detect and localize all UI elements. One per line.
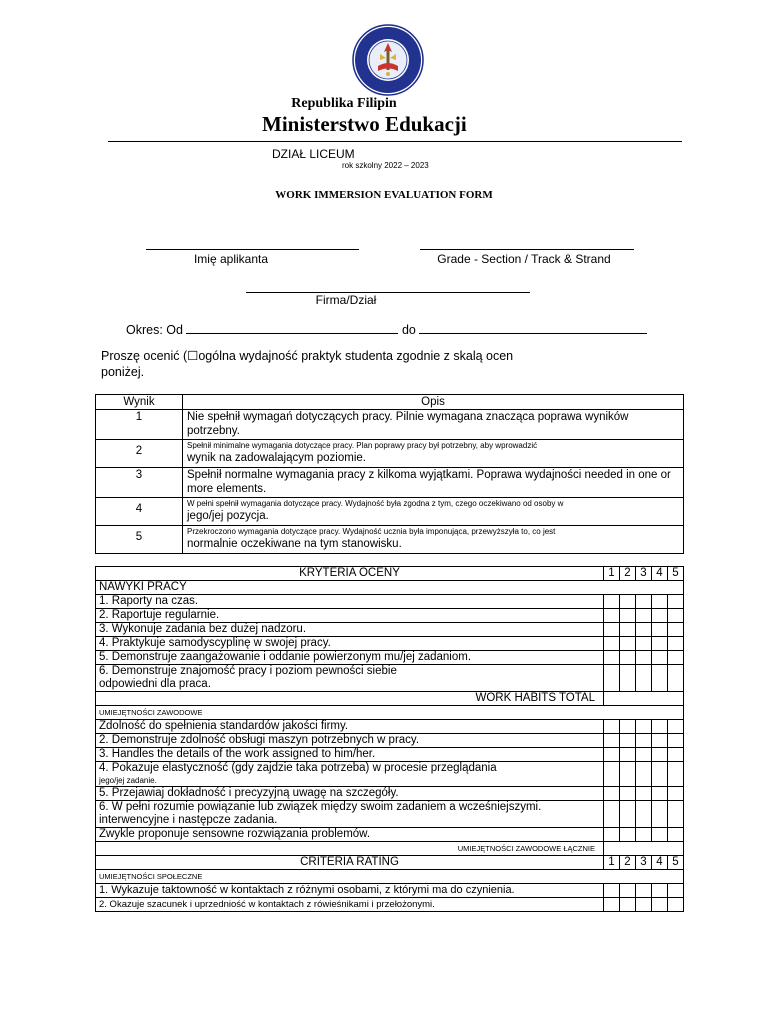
criteria-item: Zdolność do spełnienia standardów jakości firmy. — [96, 720, 604, 734]
rating-cell[interactable] — [604, 762, 620, 787]
criteria-item: 4. Praktykuje samodyscyplinę w swojej pracy. — [96, 637, 604, 651]
period-to-field[interactable] — [419, 321, 647, 334]
scale-desc — [183, 440, 684, 468]
rating-cell[interactable] — [604, 623, 620, 637]
rating-cell[interactable] — [620, 762, 636, 787]
rating-cell[interactable] — [620, 637, 636, 651]
criteria-header: KRYTERIA OCENY — [96, 567, 604, 581]
applicant-name-line[interactable] — [146, 249, 359, 250]
scale-score: 2 — [96, 440, 183, 468]
section-title-work-habits: NAWYKI PRACY — [96, 581, 684, 595]
rating-cell[interactable] — [652, 720, 668, 734]
scale-score: 4 — [96, 498, 183, 526]
rating-col-header: 2 — [620, 856, 636, 870]
rating-cell[interactable] — [636, 787, 652, 801]
rating-cell[interactable] — [604, 665, 620, 692]
rating-cell[interactable] — [604, 828, 620, 842]
rating-cell[interactable] — [636, 898, 652, 912]
criteria-item: 2. Demonstruje zdolność obsługi maszyn potrzebnych w pracy. — [96, 734, 604, 748]
criteria-item: Zwykle proponuje sensowne rozwiązania problemów. — [96, 828, 604, 842]
rating-col-header: 3 — [636, 856, 652, 870]
scale-desc — [183, 468, 684, 498]
period-from-label: Okres: Od — [126, 323, 183, 337]
rating-col-header: 5 — [668, 856, 684, 870]
rating-col-header: 5 — [668, 567, 684, 581]
scale-desc-text: wynik na zadowalającym poziomie. — [187, 452, 366, 464]
scale-desc-small: W pełni spełnił wymagania dotyczące pracy. Wydajność była zgodna z tym, czego oczekiwano od osoby w — [187, 499, 564, 508]
criteria-item: 1. Wykazuje taktowność w kontaktach z różnymi osobami, z którymi ma do czynienia. — [96, 884, 604, 898]
rating-cell[interactable] — [636, 720, 652, 734]
rating-cell[interactable] — [604, 637, 620, 651]
rating-cell[interactable] — [636, 734, 652, 748]
company-label: Firma/Dział — [315, 293, 377, 307]
form-title: WORK IMMERSION EVALUATION FORM — [275, 189, 493, 201]
rating-col-header: 1 — [604, 856, 620, 870]
scale-header-desc: Opis — [183, 395, 684, 410]
criteria-item-text: 6. W pełni rozumie powiązanie lub związek między swoim zadaniem a wcześniejszymi. interwencyjne i następcze zadania. — [99, 801, 542, 826]
rating-cell[interactable] — [620, 720, 636, 734]
grade-label: Grade - Section / Track & Strand — [437, 252, 611, 266]
department-label: DZIAŁ LICEUM — [272, 147, 355, 161]
rating-col-header: 1 — [604, 567, 620, 581]
criteria-item — [96, 762, 604, 787]
section-title-job-skills: UMIEJĘTNOŚCI ZAWODOWE — [96, 706, 684, 720]
rating-cell[interactable] — [652, 665, 668, 692]
rating-cell[interactable] — [668, 762, 684, 787]
grade-section-line[interactable] — [420, 249, 634, 250]
rating-cell[interactable] — [652, 762, 668, 787]
applicant-label: Imię aplikanta — [193, 252, 269, 266]
rating-cell[interactable] — [652, 651, 668, 665]
republic-title: Republika Filipin — [291, 96, 397, 111]
deped-seal-icon — [352, 24, 424, 96]
criteria-item: 5. Przejawiaj dokładność i precyzyjną uwagę na szczegóły. — [96, 787, 604, 801]
criteria-item-small: jego/jej zadanie. — [99, 776, 157, 785]
rating-cell[interactable] — [620, 609, 636, 623]
rating-cell[interactable] — [636, 595, 652, 609]
period-row — [126, 321, 647, 337]
criteria-item: 2. Raportuje regularnie. — [96, 609, 604, 623]
rating-cell[interactable] — [652, 734, 668, 748]
criteria-item — [96, 801, 604, 828]
job-skills-total-label: UMIEJĘTNOŚCI ZAWODOWE ŁĄCZNIE — [96, 842, 604, 856]
rating-cell[interactable] — [652, 609, 668, 623]
scale-desc — [183, 410, 684, 440]
rating-scale-table — [95, 394, 684, 554]
instructions-text: Proszę ocenić (☐ogólna wydajność praktyk studenta zgodnie z skalą ocen poniżej. — [101, 349, 514, 379]
rating-cell[interactable] — [652, 595, 668, 609]
rating-cell[interactable] — [668, 637, 684, 651]
rating-cell[interactable] — [620, 884, 636, 898]
criteria-header-2: CRITERIA RATING — [96, 856, 604, 870]
rating-cell[interactable] — [636, 884, 652, 898]
rating-col-header: 3 — [636, 567, 652, 581]
ministry-title: Ministerstwo Edukacji — [262, 112, 467, 136]
period-from-field[interactable] — [186, 321, 398, 334]
scale-desc-text: normalnie oczekiwane na tym stanowisku. — [187, 538, 402, 550]
rating-cell[interactable] — [620, 595, 636, 609]
rating-cell[interactable] — [652, 637, 668, 651]
rating-cell[interactable] — [668, 748, 684, 762]
job-skills-total-value[interactable] — [604, 842, 684, 856]
rating-cell[interactable] — [668, 651, 684, 665]
rating-cell[interactable] — [604, 748, 620, 762]
rating-col-header: 4 — [652, 567, 668, 581]
criteria-item: 6. Demonstruje znajomość pracy i poziom pewności siebie odpowiedni dla praca. — [96, 665, 604, 692]
rating-cell[interactable] — [604, 884, 620, 898]
rating-cell[interactable] — [604, 651, 620, 665]
scale-desc-small: Przekroczono wymagania dotyczące pracy. Wydajność ucznia była imponująca, przewyższyła to, co jest — [187, 527, 556, 536]
rating-cell[interactable] — [604, 801, 620, 828]
scale-score: 5 — [96, 526, 183, 554]
rating-cell[interactable] — [620, 748, 636, 762]
work-habits-total-label: WORK HABITS TOTAL — [96, 692, 604, 706]
rating-cell[interactable] — [636, 665, 652, 692]
rating-cell[interactable] — [620, 787, 636, 801]
work-habits-total-value[interactable] — [604, 692, 684, 706]
school-year: rok szkolny 2022 – 2023 — [342, 161, 429, 170]
rating-cell[interactable] — [636, 651, 652, 665]
rating-cell[interactable] — [620, 623, 636, 637]
rating-cell[interactable] — [668, 898, 684, 912]
rating-cell[interactable] — [636, 762, 652, 787]
scale-desc — [183, 526, 684, 554]
rating-cell[interactable] — [636, 748, 652, 762]
rating-cell[interactable] — [604, 609, 620, 623]
rating-cell[interactable] — [604, 720, 620, 734]
rating-cell[interactable] — [652, 787, 668, 801]
rating-cell[interactable] — [668, 595, 684, 609]
criteria-item: 2. Okazuje szacunek i uprzedniość w kontaktach z rówieśnikami i przełożonymi. — [96, 898, 604, 912]
rating-cell[interactable] — [668, 623, 684, 637]
rating-cell[interactable] — [604, 595, 620, 609]
scale-score: 1 — [96, 410, 183, 440]
rating-cell[interactable] — [668, 787, 684, 801]
rating-cell[interactable] — [604, 898, 620, 912]
rating-cell[interactable] — [652, 748, 668, 762]
criteria-item: 3. Wykonuje zadania bez dużej nadzoru. — [96, 623, 604, 637]
scale-header-score: Wynik — [96, 395, 183, 410]
scale-desc-text: jego/jej pozycja. — [187, 510, 269, 522]
period-to-label: do — [401, 323, 416, 337]
rating-cell[interactable] — [620, 828, 636, 842]
section-title-social-skills: UMIEJĘTNOŚCI SPOŁECZNE — [96, 870, 684, 884]
rating-cell[interactable] — [636, 609, 652, 623]
scale-desc-text: Nie spełnił wymagań dotyczących pracy. Pilnie wymagana znacząca poprawa wyników potrzebny. — [187, 411, 629, 437]
criteria-item-text: 4. Pokazuje elastyczność (gdy zajdzie taka potrzeba) w procesie przeglądania — [99, 762, 497, 774]
rating-cell[interactable] — [620, 801, 636, 828]
rating-cell[interactable] — [604, 734, 620, 748]
rating-cell[interactable] — [620, 665, 636, 692]
scale-desc-text: Spełnił normalne wymagania pracy z kilkoma wyjątkami. Poprawa wydajności needed in one or more elements. — [187, 469, 671, 495]
rating-cell[interactable] — [652, 623, 668, 637]
rating-cell[interactable] — [636, 828, 652, 842]
rating-cell[interactable] — [652, 828, 668, 842]
rating-cell[interactable] — [668, 665, 684, 692]
rating-cell[interactable] — [668, 801, 684, 828]
header-rule — [108, 141, 682, 142]
rating-cell[interactable] — [620, 898, 636, 912]
rating-cell[interactable] — [652, 898, 668, 912]
rating-cell[interactable] — [668, 884, 684, 898]
rating-cell[interactable] — [620, 734, 636, 748]
rating-col-header: 4 — [652, 856, 668, 870]
criteria-item: 5. Demonstruje zaangażowanie i oddanie powierzonym mu/jej zadaniom. — [96, 651, 604, 665]
rating-cell[interactable] — [652, 884, 668, 898]
criteria-item: 3. Handles the details of the work assigned to him/her. — [96, 748, 604, 762]
rating-cell[interactable] — [636, 801, 652, 828]
rating-cell[interactable] — [636, 623, 652, 637]
criteria-item: 1. Raporty na czas. — [96, 595, 604, 609]
rating-cell[interactable] — [668, 720, 684, 734]
rating-cell[interactable] — [668, 828, 684, 842]
scale-desc-small: Spełnił minimalne wymagania dotyczące pracy. Plan poprawy pracy był potrzebny, aby wprowadzić — [187, 441, 538, 450]
scale-score: 3 — [96, 468, 183, 498]
rating-cell[interactable] — [604, 787, 620, 801]
scale-desc — [183, 498, 684, 526]
rating-cell[interactable] — [620, 651, 636, 665]
criteria-table — [95, 566, 684, 912]
rating-cell[interactable] — [636, 637, 652, 651]
rating-col-header: 2 — [620, 567, 636, 581]
rating-cell[interactable] — [652, 801, 668, 828]
rating-cell[interactable] — [668, 609, 684, 623]
rating-cell[interactable] — [668, 734, 684, 748]
